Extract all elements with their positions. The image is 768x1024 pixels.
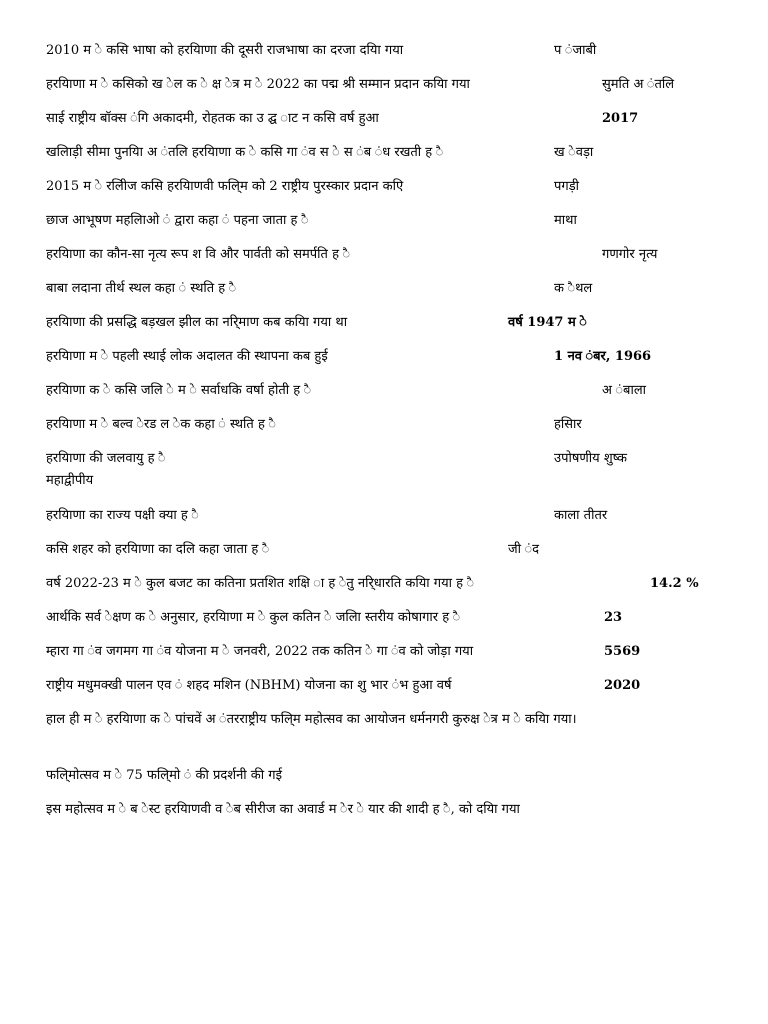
answer-text: अ ंबाला xyxy=(602,383,647,398)
question-text: खलिाड़ी सीमा पुनयिा अ ंतलि हरयिाणा क े कसि गा ंव स े स ंब ंध रखती ह ै xyxy=(46,145,444,160)
list-item xyxy=(46,414,748,436)
answer-text: वर्ष 1947 म े xyxy=(508,315,587,330)
answer-text: पगड़ी xyxy=(554,179,580,194)
list-item xyxy=(46,380,748,402)
question-text: वर्ष 2022-23 म े कुल बजट का कतिना प्रतशित शक्षि ा ह ेतु नरि्धारति कयिा गया ह ै xyxy=(46,576,475,591)
answer-text: ख ेवड़ा xyxy=(554,145,594,160)
answer-text: 2017 xyxy=(602,111,639,126)
list-item xyxy=(46,505,748,527)
answer-text: हसिार xyxy=(554,417,582,432)
list-item xyxy=(46,607,748,629)
answer-text: 5569 xyxy=(604,644,641,659)
list-item xyxy=(46,40,748,62)
question-text: कसि शहर को हरयिाणा का दलि कहा जाता ह ै xyxy=(46,542,270,557)
paragraph: इस महोत्सव म े ब ेस्ट हरयिाणवी व ेब सीरीज का अवार्ड म ेर े यार की शादी ह ै, को दयिा गया xyxy=(46,802,520,817)
list-item xyxy=(46,210,748,232)
question-text: 2010 म े कसि भाषा को हरयिाणा की दूसरी राजभाषा का दरजा दयिा गया xyxy=(46,43,404,58)
list-item xyxy=(46,539,748,561)
question-text: राष्ट्रीय मधुमक्खी पालन एव ं शहद मशिन (NBHM) योजना का शु भार ंभ हुआ वर्ष xyxy=(46,678,452,693)
question-text: हरयिाणा का राज्य पक्षी क्या ह ै xyxy=(46,508,199,523)
list-item xyxy=(46,641,748,663)
answer-text: माथा xyxy=(554,213,577,228)
paragraph: हाल ही म े हरयिाणा क े पांचवें अ ंतरराष्ट्रीय फलि्म महोत्सव का आयोजन धर्मनगरी कुरुक्ष ेत्र म े कयिा गया। xyxy=(46,712,577,727)
list-item xyxy=(46,278,748,300)
list-item xyxy=(46,74,748,96)
answer-text: काला तीतर xyxy=(554,508,608,523)
answer-text: सुमति अ ंतलि xyxy=(602,77,675,92)
list-item xyxy=(46,244,748,266)
question-text: साई राष्ट्रीय बॉक्स ंगि अकादमी, रोहतक का उ द्घ ाट न कसि वर्ष हुआ xyxy=(46,111,379,126)
list-item xyxy=(46,573,748,595)
list-item xyxy=(46,176,748,198)
question-text: महाद्वीपीय xyxy=(46,473,94,488)
answer-text: 23 xyxy=(604,610,623,625)
list-item xyxy=(46,142,748,164)
list-item xyxy=(46,108,748,130)
paragraph: फलि्मोत्सव म े 75 फलि्मो ं की प्रदर्शनी की गई xyxy=(46,768,282,783)
question-text: बाबा लदाना तीर्थ स्थल कहा ं स्थति ह ै xyxy=(46,281,237,296)
question-text: हरयिाणा म े बल्व ेरड ल ेक कहा ं स्थति ह ै xyxy=(46,417,276,432)
question-text: आर्थकि सर्व ेक्षण क े अनुसार, हरयिाणा म े कुल कतिन े जलिा स्तरीय कोषागार ह ै xyxy=(46,610,461,625)
question-text: हरयिाणा क े कसि जलि े म े सर्वाधकि वर्षा होती ह ै xyxy=(46,383,312,398)
list-item xyxy=(46,448,748,470)
question-text: हरयिाणा म े कसिको ख ेल क े क्ष ेत्र म े 2022 का पद्म श्री सम्मान प्रदान कयिा गया xyxy=(46,77,470,92)
list-item xyxy=(46,346,748,368)
answer-text: 14.2 % xyxy=(650,576,699,591)
list-item xyxy=(46,470,748,492)
question-text: 2015 म े रलिीज कसि हरयिाणवी फलि्म को 2 राष्ट्रीय पुरस्कार प्रदान कएि xyxy=(46,179,404,194)
answer-text: गणगोर नृत्य xyxy=(602,247,658,262)
list-item xyxy=(46,675,748,697)
question-text: हरयिाणा का कौन-सा नृत्य रूप श वि और पार्वती को समर्पति ह ै xyxy=(46,247,351,262)
answer-text: जी ंद xyxy=(508,542,540,557)
question-text: हरयिाणा की जलवायु ह ै xyxy=(46,451,166,466)
question-text: म्हारा गा ंव जगमग गा ंव योजना म े जनवरी, 2022 तक कतिन े गा ंव को जोड़ा गया xyxy=(46,644,474,659)
answer-text: 2020 xyxy=(604,678,641,693)
question-text: हरयिाणा म े पहली स्थाई लोक अदालत की स्थापना कब हुई xyxy=(46,349,328,364)
answer-text: क ैथल xyxy=(554,281,593,296)
answer-text: उपोषणीय शुष्क xyxy=(554,451,627,466)
answer-text: 1 नव ंबर, 1966 xyxy=(554,349,652,364)
list-item xyxy=(46,312,748,334)
question-text: छाज आभूषण महलिाओ ं द्वारा कहा ं पहना जाता ह ै xyxy=(46,213,309,228)
question-text: हरयिाणा की प्रसद्धि बड़खल झील का नरि्माण कब कयिा गया था xyxy=(46,315,348,330)
answer-text: प ंजाबी xyxy=(554,43,597,58)
